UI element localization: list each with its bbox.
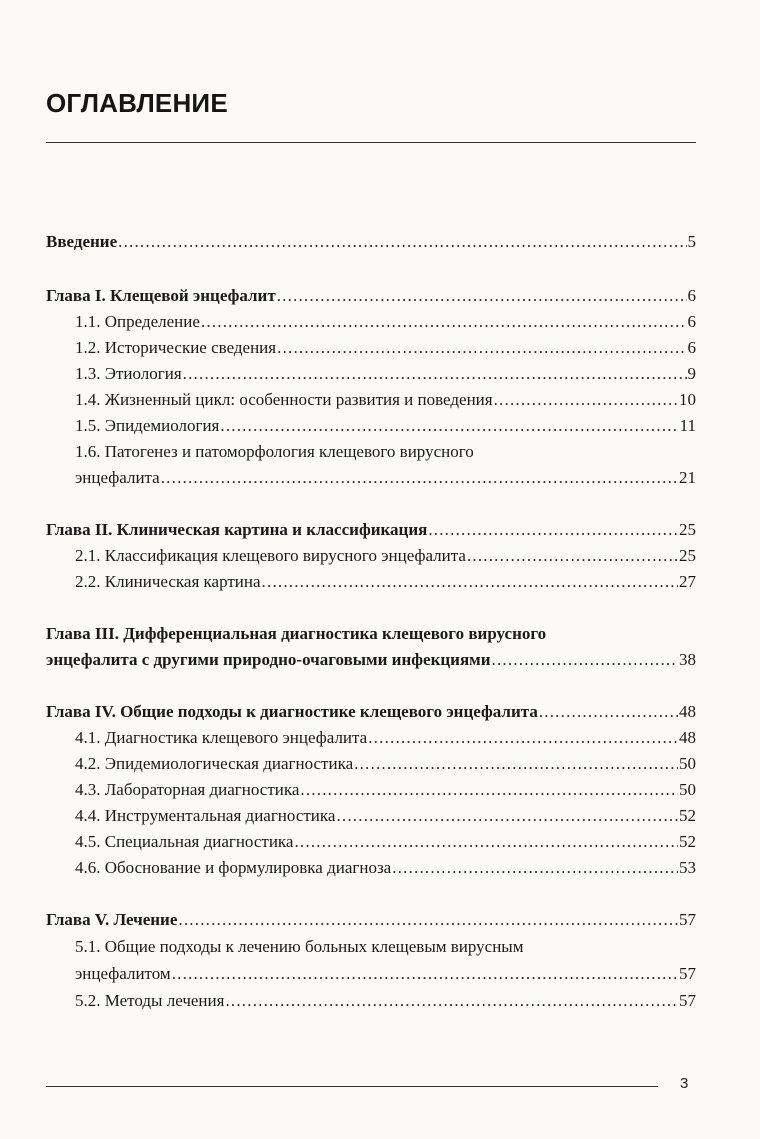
toc-entry-text: Глава I. Клещевой энцефалит [46,286,276,305]
toc-entry-text: энцефалитом [75,964,171,983]
toc-leader-dots [428,517,678,543]
toc-page-number: 27 [679,572,696,591]
toc-entry-section-4-6[interactable] [75,855,696,881]
toc-entry-text: 4.6. Обоснование и формулировка диагноза [75,858,392,877]
toc-entry-chapter-3[interactable] [46,621,696,647]
toc-entry-introduction[interactable] [46,229,696,255]
toc-leader-dots [368,725,678,751]
toc-page-number: 10 [679,390,696,409]
toc-page-number: 53 [679,858,696,877]
toc-leader-dots [178,907,678,933]
toc-leader-dots [225,988,678,1014]
toc-leader-dots [300,777,678,803]
toc-entry-text: 4.2. Эпидемиологическая диагностика [75,754,354,773]
toc-page-number: 48 [679,728,696,747]
toc-entry-section-5-1[interactable] [75,934,696,960]
toc-entry-text: 5.2. Методы лечения [75,991,225,1010]
toc-page-number: 38 [679,650,696,669]
toc-entry-text: 4.4. Инструментальная диагностика [75,806,336,825]
toc-leader-dots [172,961,678,987]
toc-page-number: 6 [687,312,696,331]
page-number: 3 [680,1075,689,1092]
toc-entry-text: 4.5. Специальная диагностика [75,832,294,851]
toc-entry-text: 2.1. Классификация клещевого вирусного энцефалита [75,546,466,565]
toc-entry-section-2-2[interactable] [75,569,696,595]
toc-entry-chapter-3-continued[interactable] [46,647,696,673]
toc-page-number: 6 [687,338,696,357]
toc-entry-text: 5.1. Общие подходы к лечению больных клещевым вирусным [75,937,524,956]
toc-leader-dots [183,361,687,387]
toc-leader-dots [294,829,678,855]
toc-entry-section-5-2[interactable] [75,988,696,1014]
toc-entry-text: 1.1. Определение [75,312,200,331]
toc-entry-section-2-1[interactable] [75,543,696,569]
toc-entry-text: 4.3. Лабораторная диагностика [75,780,300,799]
toc-leader-dots [467,543,678,569]
toc-entry-text: 1.4. Жизненный цикл: особенности развития и поведения [75,390,493,409]
toc-page-number: 25 [679,546,696,565]
toc-page-number: 6 [687,286,696,305]
toc-entry-text: Глава IV. Общие подходы к диагностике клещевого энцефалита [46,702,538,721]
toc-entry-section-1-3[interactable] [75,361,696,387]
toc-entry-text: 2.2. Клиническая картина [75,572,261,591]
toc-leader-dots [201,309,687,335]
toc-entry-text: энцефалита [75,468,160,487]
toc-entry-text: 1.3. Этиология [75,364,182,383]
toc-entry-section-1-2[interactable] [75,335,696,361]
toc-entry-text: 1.6. Патогенез и патоморфология клещевого вирусного [75,442,474,461]
toc-entry-chapter-5[interactable] [46,907,696,933]
toc-page-number: 5 [687,232,696,251]
toc-leader-dots [118,229,686,255]
toc-entry-section-1-4[interactable] [75,387,696,413]
toc-leader-dots [354,751,678,777]
toc-entry-text: Глава II. Клиническая картина и классификация [46,520,428,539]
toc-entry-text: 1.2. Исторические сведения [75,338,277,357]
toc-leader-dots [539,699,678,725]
toc-leader-dots [161,465,678,491]
toc-entry-section-4-1[interactable] [75,725,696,751]
toc-page-number: 57 [679,991,696,1010]
toc-entry-text: 1.5. Эпидемиология [75,416,220,435]
toc-entry-chapter-1[interactable] [46,283,696,309]
toc-leader-dots [494,387,678,413]
toc-page-number: 50 [679,754,696,773]
toc-entry-text: Глава V. Лечение [46,910,178,929]
toc-leader-dots [277,283,687,309]
toc-entry-section-1-5[interactable] [75,413,696,439]
toc-entry-section-1-6[interactable] [75,439,696,465]
toc-page-number: 52 [679,806,696,825]
toc-leader-dots [277,335,686,361]
toc-page-number: 21 [679,468,696,487]
toc-entry-section-4-2[interactable] [75,751,696,777]
toc-leader-dots [392,855,678,881]
toc-leader-dots [220,413,678,439]
toc-entry-section-1-6-continued[interactable] [75,465,696,491]
toc-entry-section-4-3[interactable] [75,777,696,803]
toc-entry-text: Глава III. Дифференциальная диагностика клещевого вирусного [46,624,547,643]
page-title: ОГЛАВЛЕНИЕ [46,88,228,118]
toc-page-number: 9 [687,364,696,383]
toc-page-number: 52 [679,832,696,851]
toc-page-number: 25 [679,520,696,539]
toc-leader-dots [492,647,678,673]
toc-entry-section-4-4[interactable] [75,803,696,829]
toc-page-number: 50 [679,780,696,799]
toc-leader-dots [262,569,678,595]
toc-entry-section-1-1[interactable] [75,309,696,335]
toc-page-number: 57 [679,910,696,929]
toc-page-number: 11 [679,416,696,435]
toc-leader-dots [336,803,678,829]
footer-divider [46,1086,658,1087]
toc-entry-chapter-4[interactable] [46,699,696,725]
toc-page-number: 48 [679,702,696,721]
toc-entry-text: энцефалита с другими природно-очаговыми инфекциями [46,650,491,669]
toc-entry-section-5-1-continued[interactable] [75,961,696,987]
title-divider [46,142,696,143]
toc-entry-text: Введение [46,232,118,251]
toc-entry-section-4-5[interactable] [75,829,696,855]
toc-page-number: 57 [679,964,696,983]
toc-entry-chapter-2[interactable] [46,517,696,543]
toc-entry-text: 4.1. Диагностика клещевого энцефалита [75,728,368,747]
